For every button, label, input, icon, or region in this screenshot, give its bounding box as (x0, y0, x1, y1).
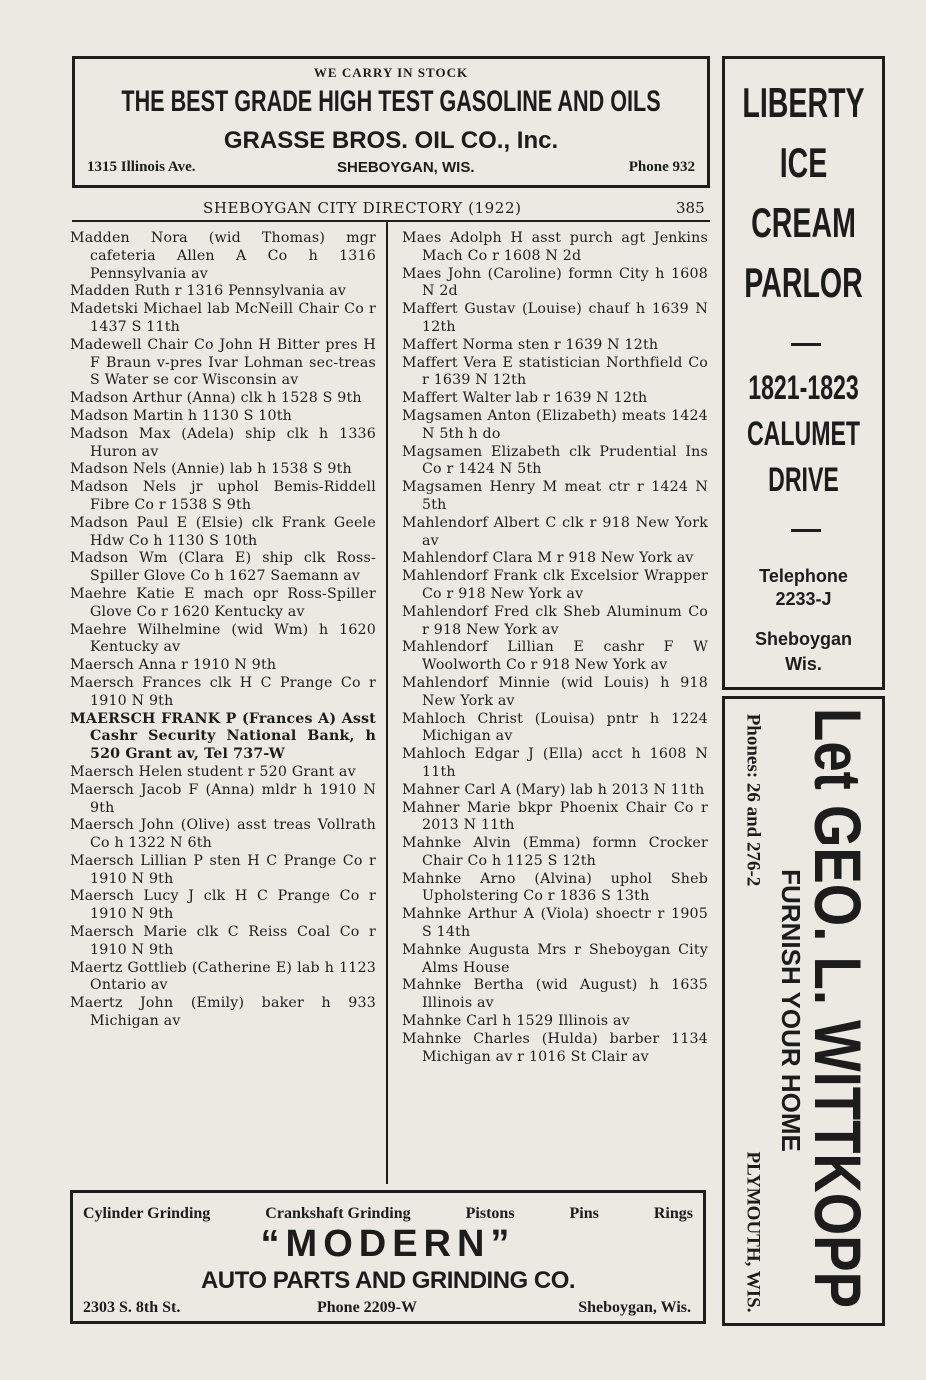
directory-entry: Mahloch Christ (Louisa) pntr h 1224 Michigan av (402, 710, 708, 745)
directory-entry: Mahner Carl A (Mary) lab h 2013 N 11th (402, 781, 705, 798)
directory-entry: Maffert Walter lab r 1639 N 12th (402, 390, 648, 407)
ad-company: GRASSE BROS. OIL CO., Inc. (223, 127, 559, 154)
liberty-ice-cream-ad (722, 56, 885, 690)
directory-entry: Mahlendorf Minnie (wid Louis) h 918 New York av (402, 674, 708, 709)
ad-street-number: 1821-1823 (748, 369, 859, 407)
directory-entry: Madson Max (Adela) ship clk h 1336 Huron av (70, 425, 376, 460)
ad-bottom-phone: Phone 2209-W (317, 1299, 417, 1316)
right-column (402, 230, 708, 1066)
directory-entry: Maertz Gottlieb (Catherine E) lab h 1123 Ontario av (70, 959, 376, 994)
directory-entry: Madson Wm (Clara E) ship clk Ross-Spiller Glove Co h 1627 Saemann av (70, 550, 376, 585)
directory-entry: Maersch Lillian P sten H C Prange Co r 1910 N 9th (70, 852, 376, 887)
ad-services-row (83, 1205, 693, 1223)
directory-entry: Maffert Norma sten r 1639 N 12th (402, 336, 659, 353)
ad-headline: THE BEST GRADE HIGH TEST GASOLINE AND OILS (121, 85, 661, 118)
ad-service-item: Cylinder Grinding (83, 1205, 211, 1222)
head-rule (72, 220, 710, 222)
directory-entry: Mahlendorf Clara M r 918 New York av (402, 550, 694, 567)
ad-service-item: Pins (569, 1205, 599, 1222)
ad-headline-wrap (75, 85, 707, 125)
wittkopp-headline-text: Let GEO. L. WITTKOPP (801, 708, 875, 1308)
directory-entry: Mahner Marie bkpr Phoenix Chair Co r 2013 N 11th (402, 799, 708, 834)
directory-entry: Magsamen Henry M meat ctr r 1424 N 5th (402, 479, 708, 513)
directory-entry: Maersch Lucy J clk H C Prange Co r 1910 N 9th (70, 888, 376, 923)
directory-entry: Mahnke Alvin (Emma) formn Crocker Chair Co h 1125 S 12th (402, 835, 708, 869)
directory-entry: Maersch Helen student r 520 Grant av (70, 763, 356, 780)
directory-entry: Mahnke Arno (Alvina) uphol Sheb Upholstering Co r 1836 S 13th (402, 870, 708, 905)
directory-entry: Mahnke Bertha (wid August) h 1635 Illinois av (402, 977, 708, 1012)
directory-entry: Mahnke Charles (Hulda) barber 1134 Michigan av r 1016 St Clair av (402, 1030, 708, 1065)
column-divider (386, 222, 388, 1184)
ad-dash-1 (791, 343, 821, 346)
ad-service-item: Pistons (465, 1205, 515, 1222)
directory-entry: Mahlendorf Frank clk Excelsior Wrapper Co r 918 New York av (402, 568, 708, 602)
ad-parlor: PARLOR (744, 259, 863, 306)
ad-telephone-label: Telephone (759, 566, 848, 586)
directory-entry: Madson Arthur (Anna) clk h 1528 S 9th (70, 390, 362, 407)
directory-entry: Maersch Frances clk H C Prange Co r 1910 N 9th (70, 674, 376, 709)
left-column (70, 230, 376, 1031)
ad-street-name: CALUMET (746, 415, 861, 453)
directory-entry: Mahlendorf Lillian E cashr F W Woolworth Co r 918 New York av (402, 639, 708, 674)
ad-we-carry: WE CARRY IN STOCK (313, 65, 469, 80)
ad-bottom-city: Sheboygan, Wis. (578, 1299, 691, 1316)
directory-entry: Madson Paul E (Elsie) clk Frank Geele Hdw Co h 1130 S 10th (70, 514, 376, 549)
directory-entry: Maersch Anna r 1910 N 9th (70, 657, 277, 674)
directory-entry: Magsamen Anton (Elizabeth) meats 1424 N 5th h do (402, 407, 708, 442)
ad-city: SHEBOYGAN, WIS. (337, 159, 475, 176)
modern-auto-parts-ad (70, 1190, 706, 1324)
directory-entry: Maffert Vera E statistician Northfield Co r 1639 N 12th (402, 354, 708, 389)
ad-service-item: Crankshaft Grinding (265, 1205, 411, 1222)
running-head-title: SHEBOYGAN CITY DIRECTORY (1922) (203, 199, 522, 217)
ad-address: 1315 Illinois Ave. (87, 159, 196, 175)
ad-phone: Phone 932 (628, 159, 695, 175)
directory-entry: Maehre Wilhelmine (wid Wm) h 1620 Kentucky av (70, 621, 376, 656)
directory-entry: MAERSCH FRANK P (Frances A) Asst Cashr Security National Bank, h 520 Grant av, Tel 737-W (70, 710, 376, 763)
ad-state-name: Wis. (785, 654, 822, 674)
ad-bottom-address: 2303 S. 8th St. (83, 1299, 181, 1316)
directory-entry: Mahlendorf Fred clk Sheb Aluminum Co r 918 New York av (402, 603, 708, 638)
wittkopp-phones: Phones: 26 and 276-2 (741, 713, 763, 887)
directory-entry: Madden Nora (wid Thomas) mgr cafeteria Allen A Co h 1316 Pennsylvania av (70, 230, 376, 282)
directory-entry: Madson Nels jr uphol Bemis-Riddell Fibre Co r 1538 S 9th (70, 479, 376, 513)
directory-entry: Mahlendorf Albert C clk r 918 New York av (402, 514, 708, 549)
page-number: 385 (676, 199, 705, 217)
ad-city-name: Sheboygan (754, 629, 852, 649)
directory-entry: Mahloch Edgar J (Ella) acct h 1608 N 11th (402, 746, 708, 780)
ad-service-item: Rings (653, 1205, 693, 1222)
directory-entry: Mahnke Augusta Mrs r Sheboygan City Alms House (402, 941, 708, 976)
directory-entry: Madson Nels (Annie) lab h 1538 S 9th (70, 461, 352, 478)
directory-entry: Magsamen Elizabeth clk Prudential Ins Co r 1424 N 5th (402, 443, 708, 478)
directory-entry: Mahnke Carl h 1529 Illinois av (402, 1013, 630, 1030)
directory-entry: Maes John (Caroline) formn City h 1608 N 2d (402, 265, 708, 300)
directory-entry: Maffert Gustav (Louise) chauf h 1639 N 12th (402, 301, 708, 335)
top-advertisement (72, 56, 710, 188)
ad-telephone-number: 2233-J (775, 589, 832, 609)
ad-liberty: LIBERTY (742, 79, 865, 126)
ad-dash-2 (791, 529, 821, 532)
directory-entry: Madewell Chair Co John H Bitter pres H F Braun v-pres Ivar Lohman sec-treas S Water se cor Wisconsin av (70, 336, 376, 389)
directory-entry: Maertz John (Emily) baker h 933 Michigan av (70, 995, 376, 1030)
ad-cream: CREAM (751, 199, 856, 246)
directory-entry: Madson Martin h 1130 S 10th (70, 407, 292, 424)
directory-entry: Madetski Michael lab McNeill Chair Co r 1437 S 11th (70, 301, 376, 335)
ad-auto-parts: AUTO PARTS AND GRINDING CO. (200, 1267, 576, 1294)
directory-entry: Maersch John (Olive) asst treas Vollrath Co h 1322 N 6th (70, 817, 376, 852)
directory-entry: Mahnke Arthur A (Viola) shoectr r 1905 S 14th (402, 906, 708, 941)
wittkopp-tagline: FURNISH YOUR HOME (775, 868, 806, 1152)
directory-entry: Maes Adolph H asst purch agt Jenkins Mach Co r 1608 N 2d (402, 230, 708, 264)
ad-ice: ICE (779, 139, 828, 186)
directory-entry: Maersch Jacob F (Anna) mldr h 1910 N 9th (70, 781, 376, 816)
ad-modern-brand: “MODERN” (260, 1223, 516, 1265)
directory-entry: Madden Ruth r 1316 Pennsylvania av (70, 283, 347, 300)
ad-street-type: DRIVE (768, 461, 839, 499)
directory-entry: Maersch Marie clk C Reiss Coal Co r 1910 N 9th (70, 924, 376, 958)
wittkopp-city: PLYMOUTH, WIS. (742, 1151, 764, 1313)
directory-entry: Maehre Katie E mach opr Ross-Spiller Glove Co r 1620 Kentucky av (70, 585, 376, 620)
